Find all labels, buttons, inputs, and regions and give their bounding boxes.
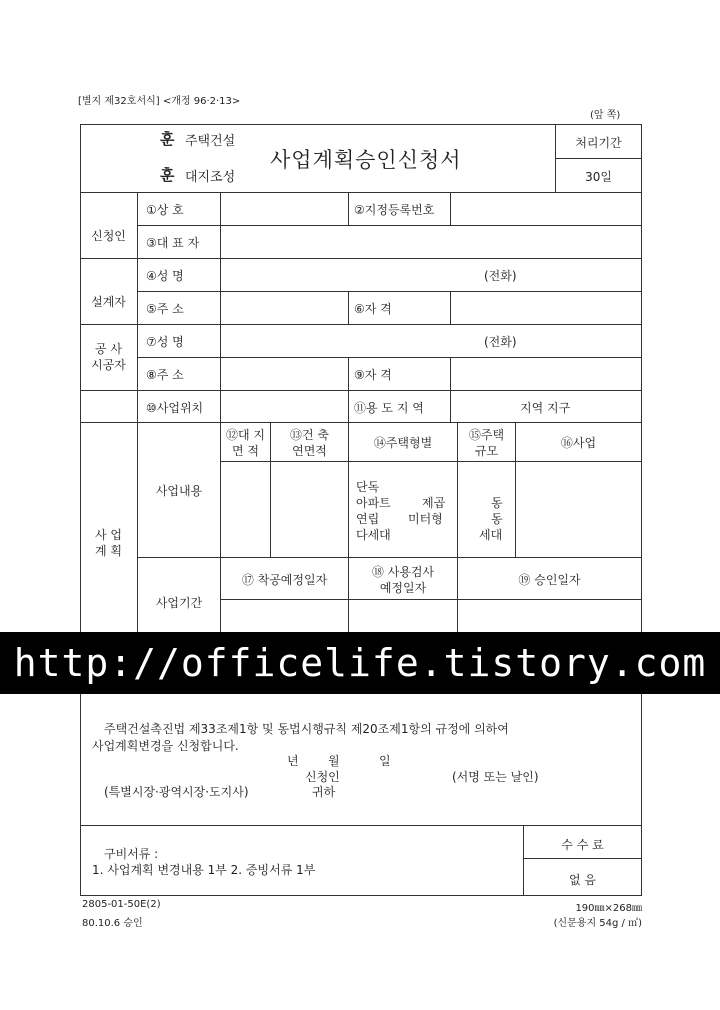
unit-building-1: 동 — [491, 496, 503, 510]
type-detached: 단독 — [356, 480, 380, 494]
contractor-phone-label: (전화) — [484, 335, 517, 349]
form-code: 2805-01-50E(2) — [82, 899, 161, 910]
form-number: [별지 제32호서식] <개정 96·2·13> — [78, 96, 241, 107]
designer-section: 설계자 — [91, 295, 126, 309]
processing-period-value: 30일 — [585, 170, 612, 184]
check-mark-2: 훈 — [160, 166, 175, 184]
unit-household: 세대 — [479, 528, 503, 542]
paper-size: 190㎜×268㎜ — [575, 903, 642, 914]
col-approval-date: ⑲ 승인일자 — [518, 573, 581, 587]
col-floor-area-1: ⑬건 축 — [290, 428, 329, 442]
honorific: 귀하 — [312, 785, 336, 799]
option-housing: 주택건설 — [185, 134, 236, 149]
approval-date: 80.10.6 승인 — [82, 918, 143, 929]
unit-building-2: 동 — [491, 512, 503, 526]
project-period-label: 사업기간 — [155, 596, 203, 610]
field-company-label: ①상 호 — [146, 203, 184, 217]
required-docs-label: 구비서류 : — [104, 847, 159, 861]
date-year: 년 — [287, 754, 299, 768]
fee-label: 수 수 료 — [561, 838, 604, 852]
watermark-url: http://officelife.tistory.com — [13, 641, 707, 685]
project-content-label: 사업내용 — [155, 484, 203, 498]
statement-line-1: 주택건설촉진법 제33조제1항 및 동법시행규칙 제20조제1항의 규정에 의하여 — [104, 722, 509, 736]
field-registration-label: ②지정등록번호 — [354, 203, 435, 217]
field-contractor-qualification-label: ⑨자 격 — [354, 368, 392, 382]
required-docs-list: 1. 사업계획 변경내용 1부 2. 증빙서류 1부 — [92, 863, 316, 877]
processing-period-label: 처리기간 — [575, 136, 622, 150]
form-title: 사업계획승인신청서 — [270, 148, 462, 172]
col-land-area-2: 면 적 — [232, 444, 259, 458]
date-day: 일 — [379, 754, 391, 768]
col-inspection-date-2: 예정일자 — [379, 581, 427, 595]
unit-square: 제곱 — [422, 496, 446, 510]
applicant-section: 신청인 — [91, 229, 126, 243]
col-housing-type: ⑭주택형별 — [373, 436, 433, 450]
field-zoning-label: ⑪용 도 지 역 — [354, 401, 424, 415]
plan-section-1: 사 업 — [95, 528, 122, 542]
col-start-date: ⑰ 착공예정일자 — [241, 573, 328, 587]
field-designer-name-label: ④성 명 — [146, 269, 184, 283]
signature-note: (서명 또는 날인) — [452, 770, 539, 784]
designer-phone-label: (전화) — [484, 269, 517, 283]
col-floor-area-2: 연면적 — [292, 444, 327, 458]
fee-value: 없 음 — [569, 873, 596, 887]
field-representative-label: ③대 표 자 — [146, 236, 200, 250]
col-housing-size-1: ⑮주택 — [468, 428, 505, 442]
field-designer-qualification-label: ⑥자 격 — [354, 302, 392, 316]
authority: (특별시장·광역시장·도지사) — [104, 785, 249, 799]
col-inspection-date-1: ⑱ 사용검사 — [371, 565, 435, 579]
paper-type: (신문용지 54g / ㎡) — [553, 918, 642, 929]
col-project: ⑯사업 — [560, 436, 597, 450]
col-land-area-1: ⑫대 지 — [226, 428, 265, 442]
zone-units: 지역 지구 — [520, 401, 571, 415]
date-month: 월 — [328, 754, 340, 768]
field-location-label: ⑩사업위치 — [146, 401, 204, 415]
unit-meter-type: 미터형 — [408, 512, 443, 526]
contractor-section-1: 공 사 — [95, 342, 122, 356]
plan-section-2: 계 획 — [95, 544, 122, 558]
type-apartment: 아파트 — [356, 496, 391, 510]
contractor-section-2: 시공자 — [91, 358, 126, 372]
page-side: (앞 쪽) — [590, 110, 621, 121]
statement-line-2: 사업계획변경을 신청합니다. — [92, 739, 239, 753]
type-rowhouse: 연립 — [356, 512, 380, 526]
check-mark-1: 훈 — [160, 130, 175, 148]
applicant-signer-label: 신청인 — [305, 770, 340, 784]
col-housing-size-2: 규모 — [474, 444, 499, 458]
field-contractor-name-label: ⑦성 명 — [146, 335, 184, 349]
option-land: 대지조성 — [185, 170, 236, 185]
type-multiplex: 다세대 — [356, 528, 391, 542]
field-contractor-address-label: ⑧주 소 — [146, 368, 184, 382]
field-designer-address-label: ⑤주 소 — [146, 302, 184, 316]
